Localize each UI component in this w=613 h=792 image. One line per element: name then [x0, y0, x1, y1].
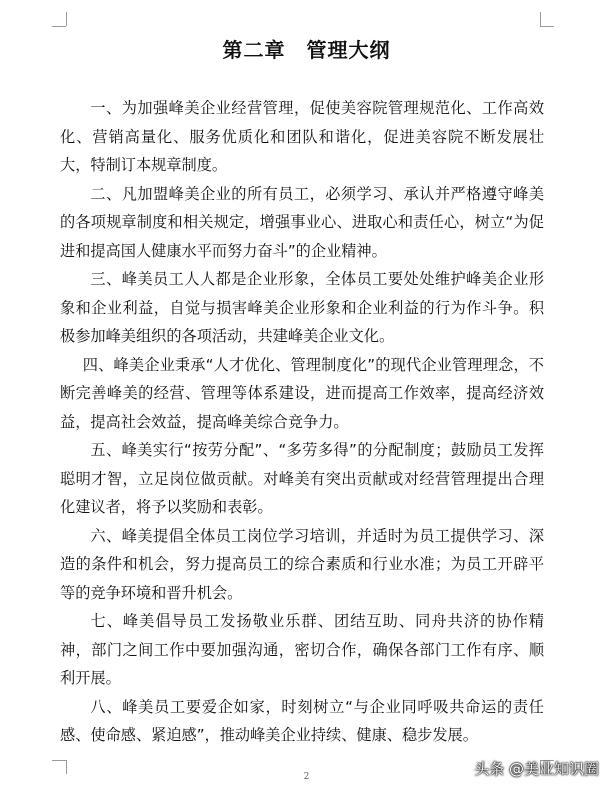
crop-mark-top-right-v — [540, 12, 541, 26]
paragraph-5: 五、峰美实行“按劳分配”、“多劳多得”的分配制度；鼓励员工发挥聪明才智，立足岗位做贡献。对峰美有突出贡献或对经营管理提出合理化建议者，将予以奖励和表彰。 — [60, 441, 544, 516]
crop-mark-bottom-left-h — [52, 760, 66, 761]
document-body — [60, 94, 544, 750]
crop-mark-top-left-h — [52, 26, 66, 27]
paragraph-3: 三、峰美员工人人都是企业形象，全体员工要处处维护峰美企业形象和企业利益，自觉与损害峰美企业形象和企业利益的行为作斗争。积极参加峰美组织的各项活动，共建峰美企业文化。 — [60, 270, 544, 345]
chapter-title: 第二章 管理大纲 — [222, 38, 391, 62]
source-watermark: 头条 @美业知识圈 — [474, 760, 599, 778]
paragraph-2: 二、凡加盟峰美企业的所有员工，必须学习、承认并严格遵守峰美的各项规章制度和相关规定，增强事业心、进取心和责任心，树立“为促进和提高国人健康水平而努力奋斗”的企业精神。 — [60, 184, 544, 260]
paragraph-8: 八、峰美员工要爱企如家，时刻树立“与企业同呼吸共命运的责任感、使命感、紧迫感”，推动峰美企业持续、健康、稳步发展。 — [60, 697, 544, 744]
paragraph-1: 一、为加强峰美企业经营管理，促使美容院管理规范化、工作高效化、营销高量化、服务优质化和团队和谐化，促进美容院不断发展壮大，特制订本规章制度。 — [60, 99, 544, 174]
page-number: 2 — [303, 772, 310, 782]
crop-mark-top-left-v — [66, 12, 67, 26]
paragraph-6: 六、峰美提倡全体员工岗位学习培训，并适时为员工提供学习、深造的条件和机会，努力提高员工的综合素质和行业水准；为员工开辟平等的竞争环境和晋升机会。 — [60, 526, 544, 602]
paragraph-4: 四、峰美企业秉承“人才优化、管理制度化”的现代企业管理理念，不断完善峰美的经营、管理等体系建设，进而提高工作效率，提高经济效益，提高社会效益，提高峰美综合竞争力。 — [60, 355, 544, 431]
paragraph-7: 七、峰美倡导员工发扬敬业乐群、团结互助、同舟共济的协作精神，部门之间工作中要加强沟通，密切合作，确保各部门工作有序、顺利开展。 — [60, 612, 544, 687]
crop-mark-top-right-h — [540, 26, 554, 27]
